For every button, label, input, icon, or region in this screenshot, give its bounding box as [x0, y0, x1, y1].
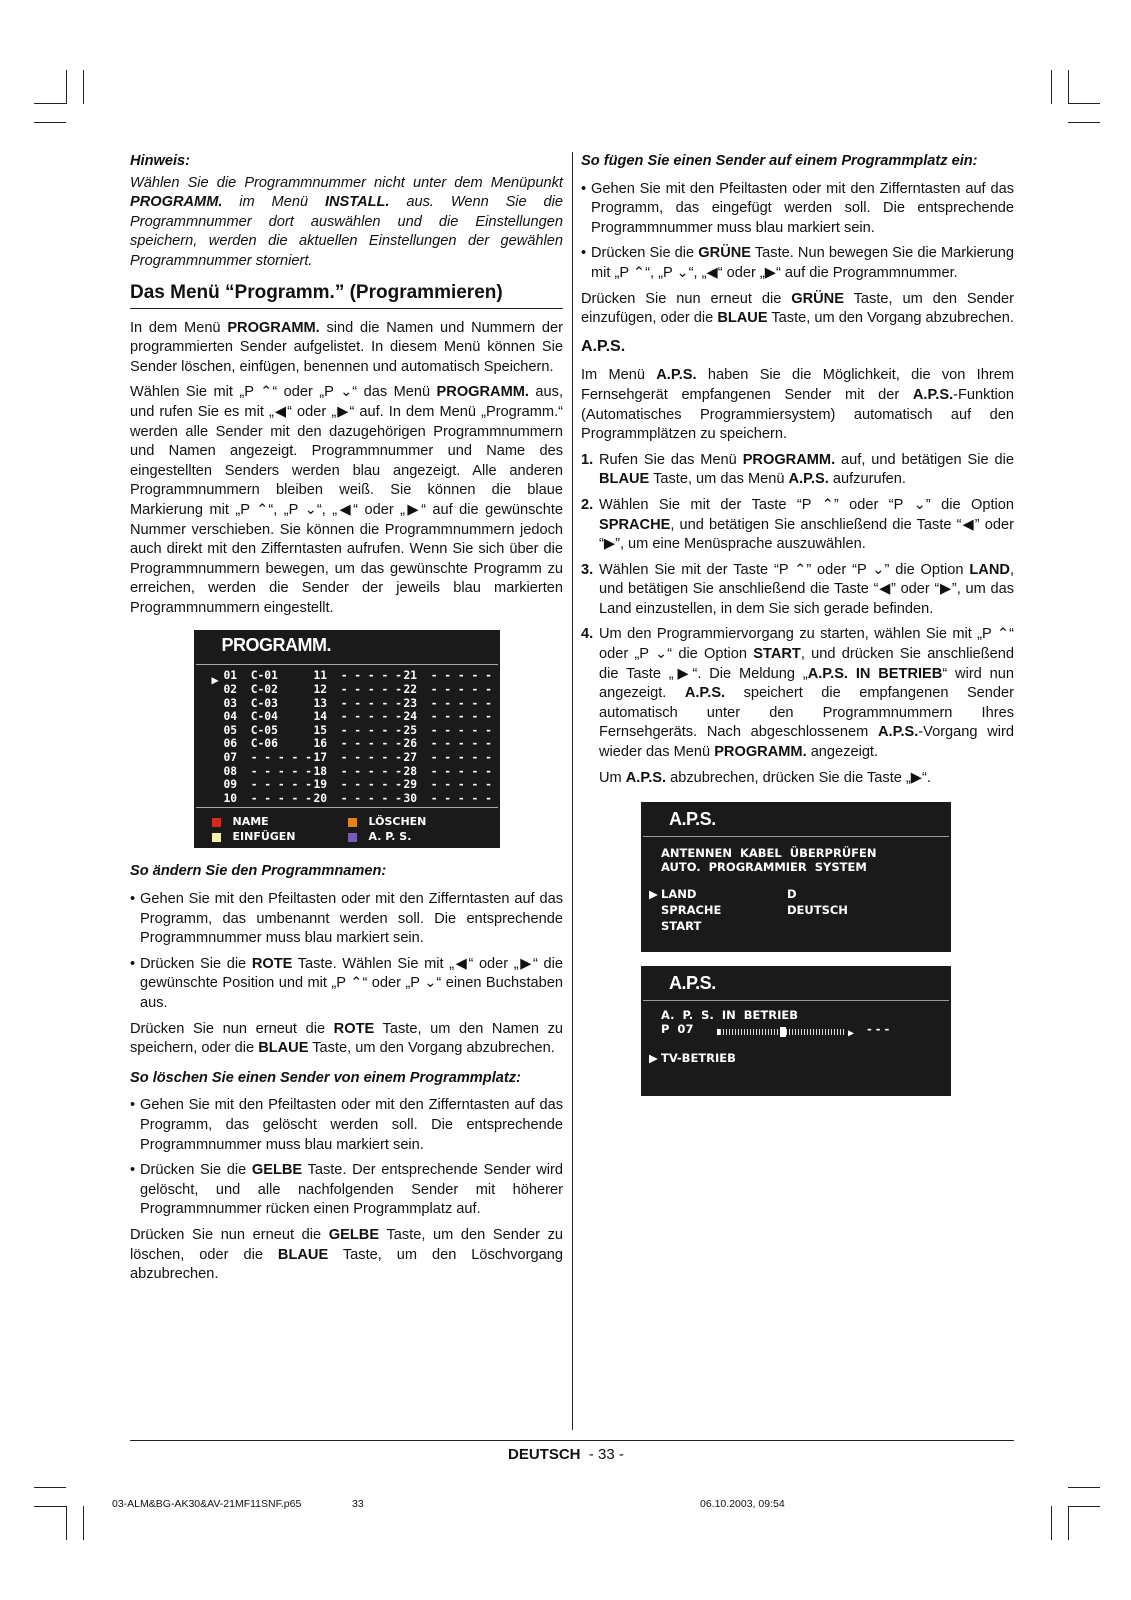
aps-running-screen [641, 966, 951, 1096]
program-entry[interactable]: 19 - - - - - [313, 778, 402, 792]
screen-title: A.P.S. [669, 973, 716, 994]
program-number: P 07 [661, 1022, 694, 1037]
crop-mark [34, 122, 66, 123]
option-land-value: D [787, 887, 797, 902]
program-entry[interactable]: 06 C-06 [223, 737, 278, 751]
paragraph: Wählen Sie mit „P ⌃“ oder „P ⌄“ das Menü PROGRAMM. aus, und rufen Sie es mit „◀“ oder „▶“ auf. In dem Menü „Programm.“ werden alle Sender mit den dazugehörigen Programmnummern und Namen angezeigt. Programmnummer und Name des eingestellten Senders werden blau angezeigt. Alle anderen Programmnummern bleiben weiß. Sie können die blaue Markierung mit „P ⌃“, „P ⌄“, „◀“ oder „▶“ auf die gewünschte Nummer verschieben. Sie können die Programmnummern jedoch auch direkt mit den Zifferntasten aufrufen. Wenn Sie sich über die Programmnummern bewegen, um das gewünschte Programm zu erreichen, werden die Sender der jeweils blau markierten Programmnummern eingestellt. [130, 384, 564, 616]
footer-filename: 03-ALM&BG-AK30&AV-21MF11SNF.p65 [112, 1498, 302, 1510]
step-item: 3. Wählen Sie mit der Taste “P ⌃” oder “P ⌄” die Option LAND, und betätigen Sie anschließend die Taste “◀” oder “▶”, um das Land einzustellen, in dem Sie sich gerade befinden. [581, 561, 1014, 617]
program-entry[interactable]: 23 - - - - - [403, 696, 492, 710]
orange-key-icon [348, 818, 357, 827]
section-heading: Das Menü “Programm.” (Programmieren) [130, 282, 563, 309]
program-entry[interactable]: 07 - - - - - [223, 751, 312, 765]
program-entry[interactable]: 15 - - - - - [313, 723, 402, 737]
program-column [404, 669, 492, 805]
program-entry[interactable]: 03 C-03 [223, 696, 278, 710]
option-start[interactable]: START [661, 919, 702, 934]
footer-rule [130, 1440, 1014, 1441]
legend-name: NAME [212, 812, 269, 832]
step-item: 4. Um den Programmiervorgang zu starten, wählen Sie mit „P ⌃“ oder „P ⌄“ die Option START, und drücken Sie anschließend die Taste „▶“. Die Meldung „A.P.S. IN BETRIEB“ wird nun angezeigt. A.P.S. speichert die empfangenen Sender automatisch unter den Programmnummern Ihres Fernsehgeräts. Nach abgeschlossenem A.P.S.-Vorgang wird wieder das Menü PROGRAMM. angezeigt. [581, 626, 1015, 761]
note-title: Hinweis: [130, 153, 191, 169]
list-item: • Drücken Sie die GELBE Taste. Der entsprechende Sender wird gelöscht, und alle nachfolgenden Sender mit höherer Programmnummer rücken einen Programmplatz auf. [130, 1161, 563, 1220]
selection-pointer-icon: ▶ [211, 673, 219, 688]
column-divider [572, 152, 573, 1430]
footer-date: 06.10.2003, 09:54 [700, 1498, 785, 1510]
crop-mark [1068, 103, 1100, 104]
program-entry[interactable]: 28 - - - - - [403, 764, 492, 778]
program-entry[interactable]: 20 - - - - - [313, 791, 402, 805]
aps-info-line: AUTO. PROGRAMMIER SYSTEM [661, 860, 867, 875]
crop-mark [1068, 70, 1069, 104]
program-entry[interactable]: 26 - - - - - [403, 737, 492, 751]
program-list [196, 664, 498, 808]
list-item: • Drücken Sie die ROTE Taste. Wählen Sie mit „◀“ oder „▶“ die gewünschte Position und mit „P ⌃“ oder „P ⌄“ einen Buchstaben aus. [130, 955, 563, 1014]
program-entry[interactable]: 10 - - - - - [223, 791, 312, 805]
list-item: • Gehen Sie mit den Pfeiltasten oder mit den Zifferntasten auf das Programm, das gelöscht werden soll. Die entsprechende Programmnummer muss blau markiert sein. [130, 1096, 563, 1155]
selection-pointer-icon: ▶ [649, 887, 658, 902]
legend-aps: A. P. S. [348, 827, 412, 847]
program-entry[interactable]: 05 C-05 [223, 723, 278, 737]
right-column [581, 152, 1014, 1096]
program-entry[interactable]: 22 - - - - - [403, 683, 492, 697]
paragraph: Im Menü A.P.S. haben Sie die Möglichkeit, die von Ihrem Fernsehgerät empfangenen Sender mit der A.P.S.-Funktion (Automatisches Programmiersystem) automatisch auf den Programmplätzen zu speichern. [581, 367, 1014, 443]
crop-mark [1068, 1487, 1100, 1488]
list-item: • Gehen Sie mit den Pfeiltasten oder mit den Zifferntasten auf das Programm, das umbenannt werden soll. Die entsprechende Programmnummer muss blau markiert sein. [130, 890, 563, 949]
divider [643, 1000, 949, 1001]
program-entry[interactable]: 29 - - - - - [403, 778, 492, 792]
subheading: So ändern Sie den Programmnamen: [130, 863, 387, 880]
legend-insert: EINFÜGEN [212, 827, 296, 847]
crop-mark [66, 70, 67, 104]
crop-mark [83, 70, 84, 104]
program-entry[interactable]: 27 - - - - - [403, 751, 492, 765]
subheading: So löschen Sie einen Sender von einem Programmplatz: [130, 1069, 521, 1086]
crop-mark [1068, 122, 1100, 123]
page-footer [508, 1446, 624, 1463]
program-entry[interactable]: 17 - - - - - [313, 751, 402, 765]
program-entry[interactable]: 04 C-04 [223, 710, 278, 724]
bullet-list [581, 180, 1014, 284]
list-item: • Gehen Sie mit den Pfeiltasten oder mit den Zifferntasten auf das Programm, das eingefügt werden soll. Die entsprechende Programmnummer muss blau markiert sein. [581, 180, 1014, 239]
crop-mark [34, 1506, 66, 1507]
program-entry[interactable]: 09 - - - - - [223, 778, 312, 792]
crop-mark [1051, 70, 1052, 104]
footer-language: DEUTSCH [508, 1446, 581, 1463]
paragraph: In dem Menü PROGRAMM. sind die Namen und Nummern der programmierten Sender aufgelistet. In diesem Menü können Sie Sender löschen, einfügen, benennen und automatisch Speichern. [130, 319, 564, 375]
aps-status: A. P. S. IN BETRIEB [661, 1008, 798, 1023]
progress-bar [717, 1028, 854, 1040]
footer-file-page: 33 [352, 1498, 364, 1510]
program-column [224, 669, 312, 805]
red-key-icon [212, 818, 221, 827]
step-item: 2. Wählen Sie mit der Taste “P ⌃” oder “P ⌄” die Option SPRACHE, und betätigen Sie anschließend die Taste “◀” oder “▶”, um eine Menüsprache auszuwählen. [581, 496, 1014, 553]
program-entry[interactable]: 16 - - - - - [313, 737, 402, 751]
crop-mark [1051, 1506, 1052, 1540]
left-column [130, 152, 563, 1291]
program-entry[interactable]: 30 - - - - - [403, 791, 492, 805]
subheading: So fügen Sie einen Sender auf einem Programmplatz ein: [581, 153, 978, 169]
program-entry[interactable]: 21 - - - - - [403, 669, 492, 683]
crop-mark [1068, 1506, 1069, 1540]
program-entry[interactable]: 11 - - - - - [313, 669, 402, 683]
crop-mark [66, 1506, 67, 1540]
crop-mark [34, 1487, 66, 1488]
crop-mark [1068, 1506, 1100, 1507]
program-entry[interactable]: 02 C-02 [223, 683, 278, 697]
program-entry[interactable]: 08 - - - - - [223, 764, 312, 778]
program-entry[interactable]: 25 - - - - - [403, 723, 492, 737]
option-land-label[interactable]: LAND [661, 887, 697, 902]
program-entry[interactable]: 13 - - - - - [313, 696, 402, 710]
program-entry[interactable]: 14 - - - - - [313, 710, 402, 724]
program-entry[interactable]: 12 - - - - - [313, 683, 402, 697]
crop-mark [34, 103, 66, 104]
aps-info-line: ANTENNEN KABEL ÜBERPRÜFEN [661, 846, 877, 861]
crop-mark [83, 1506, 84, 1540]
selection-pointer-icon: ▶ [649, 1051, 658, 1066]
yellow-key-icon [212, 833, 221, 842]
option-tv-mode[interactable]: TV-BETRIEB [661, 1051, 736, 1066]
programm-menu-screen [194, 630, 500, 848]
paragraph: Drücken Sie nun erneut die GELBE Taste, um den Sender zu löschen, oder die BLAUE Taste, um den Löschvorgang abzubrechen. [130, 1226, 563, 1283]
program-entry[interactable]: 01 C-01 [223, 669, 278, 683]
program-entry[interactable]: 24 - - - - - [403, 710, 492, 724]
purple-key-icon [348, 833, 357, 842]
note-body: Wählen Sie die Programmnummer nicht unter dem Menüpunkt PROGRAMM. im Menü INSTALL. aus. Wenn Sie die Programmnummer dort auswählen und die Einstellungen speichern, werden die aktuellen Einstellungen der gewählen Programmnummer storniert. [130, 174, 563, 269]
screen-title: A.P.S. [669, 809, 716, 830]
progress-marker [780, 1027, 786, 1037]
progress-dashes: - - - [867, 1022, 890, 1037]
list-item: • Drücken Sie die GRÜNE Taste. Nun bewegen Sie die Markierung mit „P ⌃“, „P ⌄“, „◀“ oder „▶“ auf die Programmnummer. [581, 244, 1014, 283]
paragraph: Um A.P.S. abzubrechen, drücken Sie die Taste „▶“. [599, 769, 931, 786]
screen-title: PROGRAMM. [221, 635, 331, 656]
aps-menu-screen [641, 802, 951, 952]
option-sprache-value: DEUTSCH [787, 903, 848, 918]
page-number: - 33 - [588, 1446, 624, 1463]
bullet-list [130, 890, 563, 1014]
paragraph: Drücken Sie nun erneut die ROTE Taste, um den Namen zu speichern, oder die BLAUE Taste, um den Vorgang abzubrechen. [130, 1020, 563, 1057]
paragraph: Drücken Sie nun erneut die GRÜNE Taste, um den Sender einzufügen, oder die BLAUE Taste, um den Vorgang abzubrechen. [581, 290, 1014, 327]
program-entry[interactable]: 18 - - - - - [313, 764, 402, 778]
step-item: 1. Rufen Sie das Menü PROGRAMM. auf, und betätigen Sie die BLAUE Taste, um das Menü A.P.S. aufzurufen. [581, 451, 1014, 488]
divider [643, 836, 949, 837]
option-sprache-label[interactable]: SPRACHE [661, 903, 722, 918]
legend-delete: LÖSCHEN [348, 812, 427, 832]
section-heading: A.P.S. [581, 337, 626, 355]
program-column [314, 669, 402, 805]
steps-list [581, 451, 1014, 763]
progress-end-arrow-icon: ▶ [847, 1028, 854, 1040]
bullet-list [130, 1096, 563, 1220]
